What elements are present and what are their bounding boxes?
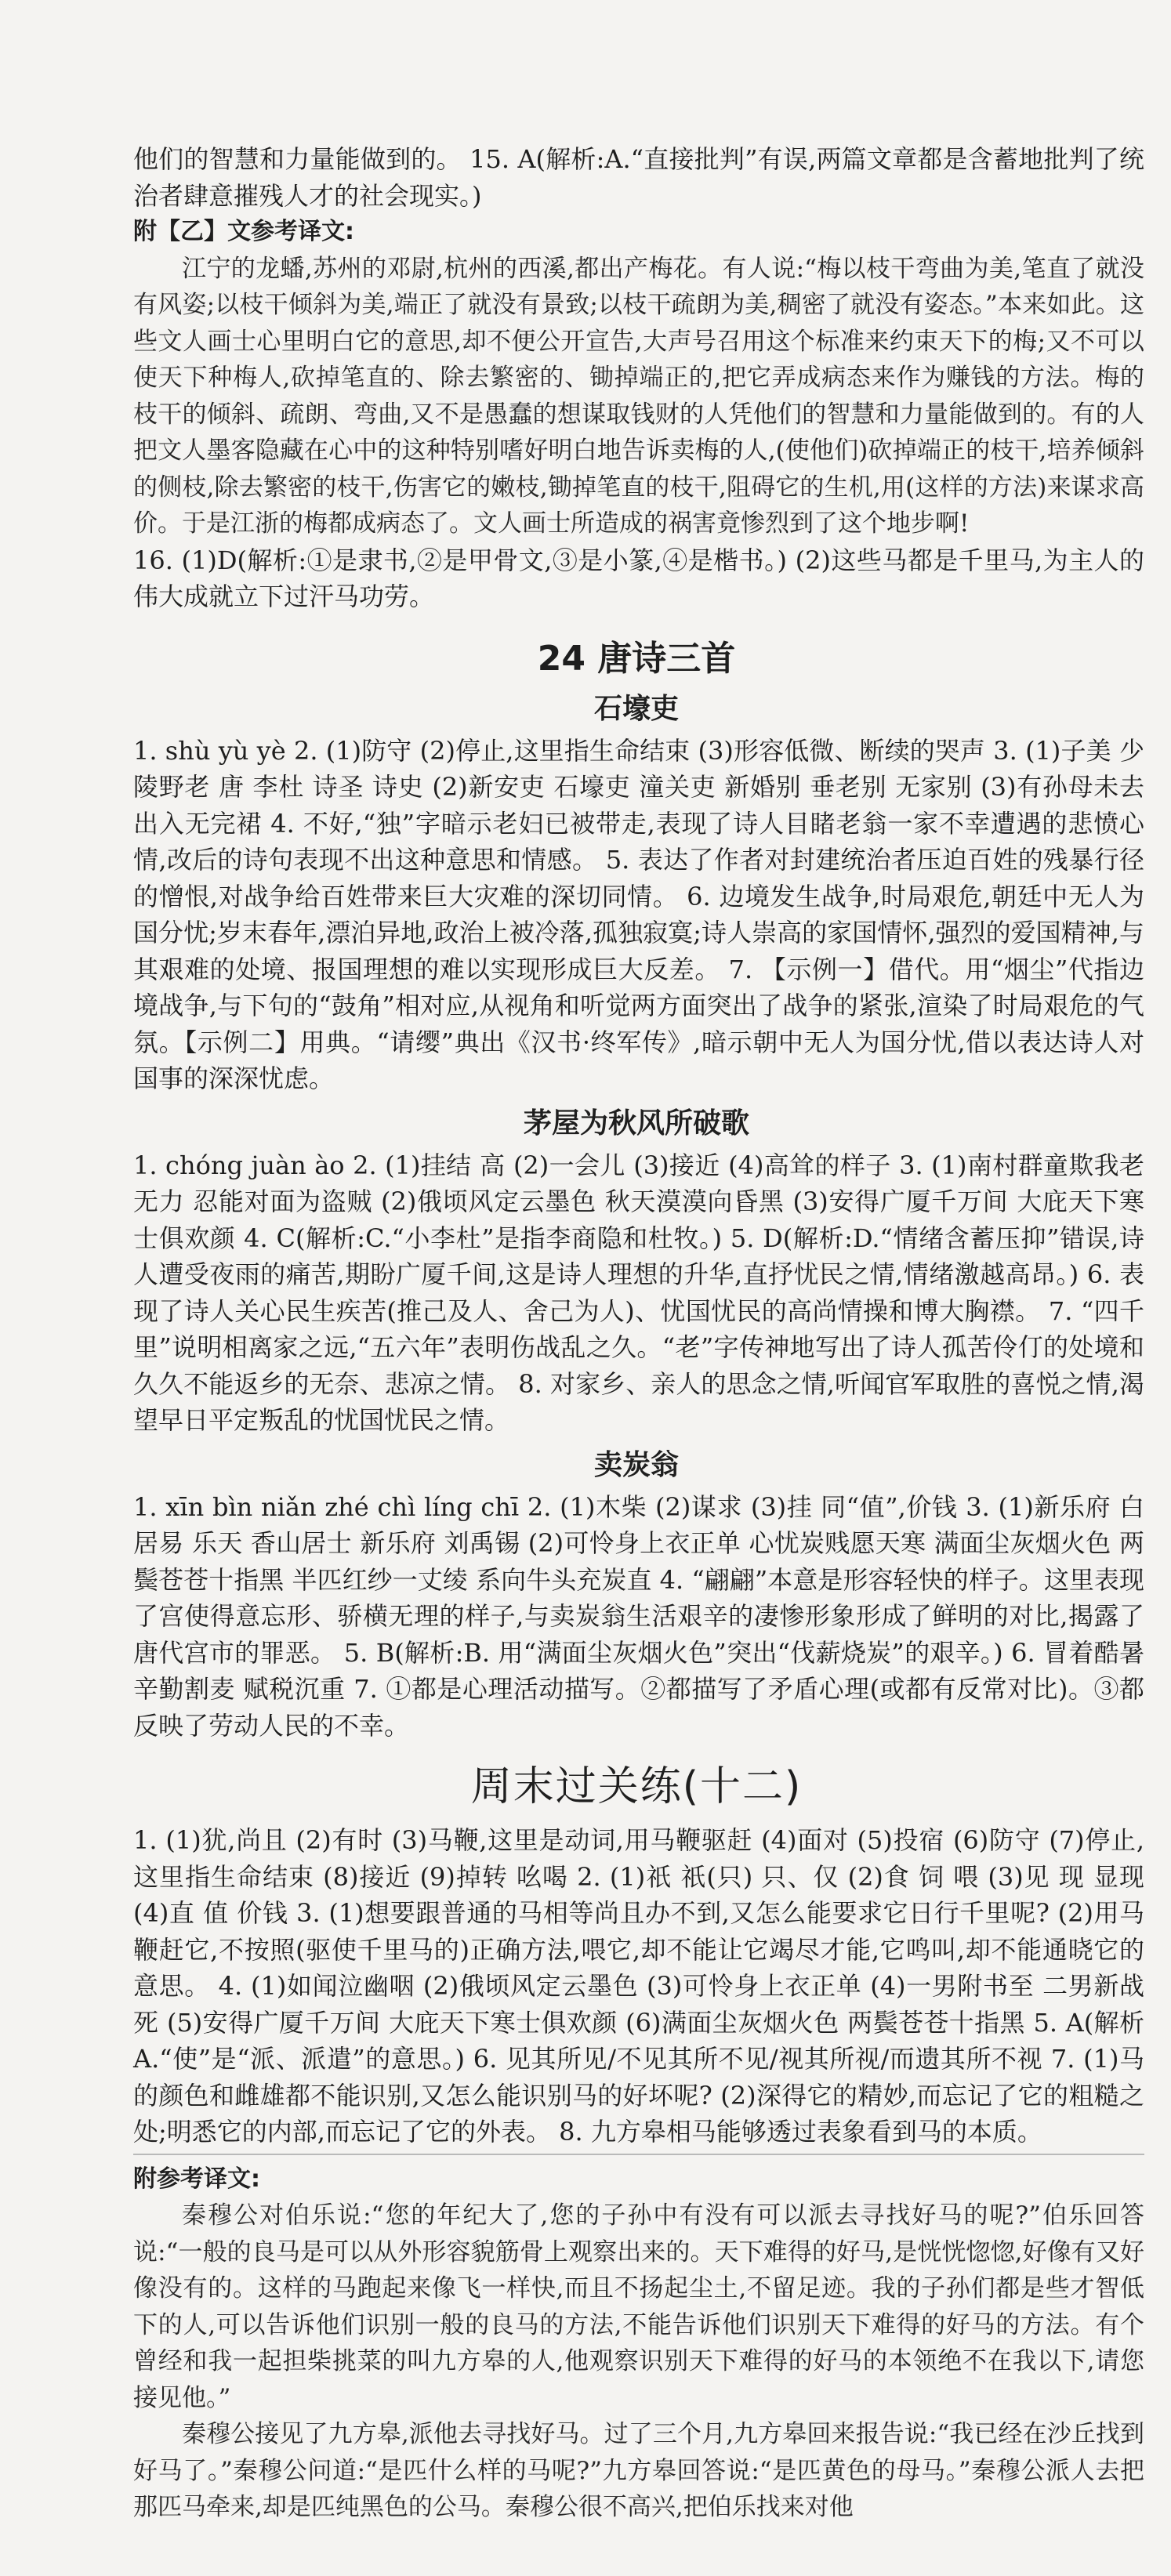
translation-label-yi: 附【乙】文参考译文: (133, 218, 354, 245)
poem-answers-maowu: 1. chóng juàn ào 2. (1)挂结 高 (2)一会儿 (3)接近 (4)高耸的样子 3. (1)南村群童欺我老无力 忍能对面为盗贼 (2)俄顷风定云墨色 秋天漠漠向昏黑 (3)安得广厦千万间 大庇天下寒士俱欢颜 4. C(解析:C.“小李杜”是指李商隐和杜牧。) 5. D(解析:D.“情绪含蓄压抑”错误,诗人遭受夜雨的痛苦,期盼广厦千间,这是诗人理想的升华,直抒忧民之情,情绪激越高昂。) 6. 表现了诗人关心民生疾苦(推己及人、舍己为人)、忧国忧民的高尚情操和博大胸襟。 7. “四千里”说明相离家之远,“五六年”表明伤战乱之久。“老”字传神地写出了诗人孤苦伶仃的处境和久久不能返乡的无奈、悲凉之情。 8. 对家乡、亲人的思念之情,听闻官军取胜的喜悦之情,渴望早日平定叛乱的忧国忧民之情。 (133, 1150, 1144, 1435)
translation-label-weekend: 附参考译文: (133, 2165, 260, 2193)
section-divider (133, 2154, 1144, 2155)
section-top (133, 141, 1144, 615)
weekend-title: 周末过关练(十二) (470, 1763, 803, 1810)
poem-title-maitanweng: 卖炭翁 (593, 1448, 679, 1481)
translation-weekend-1: 秦穆公对伯乐说:“您的年纪大了,您的子孙中有没有可以派去寻找好马的呢?”伯乐回答说:“一般的良马是可以从外形容貌筋骨上观察出来的。天下难得的好马,是恍恍惚惚,好像有又好像没有的。这样的马跑起来像飞一样快,而且不扬起尘土,不留足迹。我的子孙们都是些才智低下的人,可以告诉他们识别一般的良马的方法,不能告诉他们识别天下难得的好马的方法。有个曾经和我一起担柴挑菜的叫九方皋的人,他观察识别天下难得的好马的本领绝不在我以下,请您接见他。” (133, 2201, 1144, 2412)
poem-title-shihaoli: 石壕吏 (593, 692, 679, 725)
unit-title: 24 唐诗三首 (537, 638, 736, 679)
weekend-answers: 1. (1)犹,尚且 (2)有时 (3)马鞭,这里是动词,用马鞭驱赶 (4)面对 (5)投宿 (6)防守 (7)停止,这里指生命结束 (8)接近 (9)掉转 吆喝 2. (1)祇 祇(只) 只、仅 (2)食 饲 喂 (3)见 现 显现 (4)直 值 价钱 3. (1)想要跟普通的马相等尚且办不到,又怎么能要求它日行千里呢? (2)用马鞭赶它,不按照(驱使千里马的)正确方法,喂它,却不能让它竭尽才能,它鸣叫,却不能通晓它的意思。 4. (1)如闻泣幽咽 (2)俄顷风定云墨色 (3)可怜身上衣正单 (4)一男附书至 二男新战死 (5)安得广厦千万间 大庇天下寒士俱欢颜 (6)满面尘灰烟火色 两鬓苍苍十指黑 5. A(解析 A.“使”是“派、派遣”的意思。) 6. 见其所见/不见其所不见/视其所视/而遗其所不视 7. (1)马的颜色和雌雄都不能识别,又怎么能识别马的好坏呢? (2)深得它的精妙,而忘记了它的粗糙之处;明悉它的内部,而忘记了它的外表。 8. 九方皋相马能够透过表象看到马的本质。 (133, 1825, 1144, 2147)
answer-15: 他们的智慧和力量能做到的。 15. A(解析:A.“直接批判”有误,两篇文章都是含蓄地批判了统治者肆意摧残人才的社会现实。) (133, 144, 1144, 211)
poem-answers-maitanweng: 1. xīn bìn niǎn zhé chì líng chī 2. (1)木柴 (2)谋求 (3)挂 同“值”,价钱 3. (1)新乐府 白居易 乐天 香山居士 新乐府 刘禹锡 (2)可怜身上衣正单 心忧炭贱愿天寒 满面尘灰烟火色 两鬓苍苍十指黑 半匹红纱一丈绫 系向牛头充炭直 4. “翩翩”本意是形容轻快的样子。这里表现了宫使得意忘形、骄横无理的样子,与卖炭翁生活艰辛的凄惨形象形成了鲜明的对比,揭露了唐代宫市的罪恶。 5. B(解析:B. 用“满面尘灰烟火色”突出“伐薪烧炭”的艰辛。) 6. 冒着酷暑辛勤割麦 赋税沉重 7. ①都是心理活动描写。②都描写了矛盾心理(或都有反常对比)。③都反映了劳动人民的不幸。 (133, 1491, 1144, 1741)
translation-yi: 江宁的龙蟠,苏州的邓尉,杭州的西溪,都出产梅花。有人说:“梅以枝干弯曲为美,笔直了就没有风姿;以枝干倾斜为美,端正了就没有景致;以枝干疏朗为美,稠密了就没有姿态。”本来如此。这些文人画士心里明白它的意思,却不便公开宣告,大声号召用这个标准来约束天下的梅;又不可以使天下种梅人,砍掉笔直的、除去繁密的、锄掉端正的,把它弄成病态来作为赚钱的方法。梅的枝干的倾斜、疏朗、弯曲,又不是愚蠢的想谋取钱财的人凭他们的智慧和力量能做到的。有的人把文人墨客隐藏在心中的这种特别嗜好明白地告诉卖梅的人,(使他们)砍掉端正的枝干,培养倾斜的侧枝,除去繁密的枝干,伤害它的嫩枝,锄掉笔直的枝干,阻碍它的生机,用(这样的方法)来谋求高价。于是江浙的梅都成病态了。文人画士所造成的祸害竟惨烈到了这个地步啊! (133, 254, 1144, 538)
poem-answers-shihaoli: 1. shù yù yè 2. (1)防守 (2)停止,这里指生命结束 (3)形容低微、断续的哭声 3. (1)子美 少陵野老 唐 李杜 诗圣 诗史 (2)新安吏 石壕吏 潼关吏 新婚别 垂老别 无家别 (3)有孙母未去 出入无完裙 4. 不好,“独”字暗示老妇已被带走,表现了诗人目睹老翁一家不幸遭遇的悲愤心情,改后的诗句表现不出这种意思和情感。 5. 表达了作者对封建统治者压迫百姓的残暴行径的憎恨,对战争给百姓带来巨大灾难的深切同情。 6. 边境发生战争,时局艰危,朝廷中无人为国分忧;岁末春年,漂泊异地,政治上被冷落,孤独寂寞;诗人崇高的家国情怀,强烈的爱国精神,与其艰难的处境、报国理想的难以实现形成巨大反差。 7. 【示例一】借代。用“烟尘”代指边境战争,与下句的“鼓角”相对应,从视角和听觉两方面突出了战争的紧张,渲染了时局艰危的气氛。【示例二】用典。“请缨”典出《汉书·终军传》,暗示朝中无人为国分忧,借以表达诗人对国事的深深忧虑。 (133, 735, 1144, 1093)
answer-16: 16. (1)D(解析:①是隶书,②是甲骨文,③是小篆,④是楷书。) (2)这些马都是千里马,为主人的伟大成就立下过汗马功劳。 (133, 545, 1144, 611)
translation-weekend-2: 秦穆公接见了九方皋,派他去寻找好马。过了三个月,九方皋回来报告说:“我已经在沙丘找到好马了。”秦穆公问道:“是匹什么样的马呢?”九方皋回答说:“是匹黄色的母马。”秦穆公派人去把那匹马牵来,却是匹纯黑色的公马。秦穆公很不高兴,把伯乐找来对他 (133, 2420, 1144, 2521)
poem-title-maowu: 茅屋为秋风所破歌 (523, 1107, 749, 1139)
